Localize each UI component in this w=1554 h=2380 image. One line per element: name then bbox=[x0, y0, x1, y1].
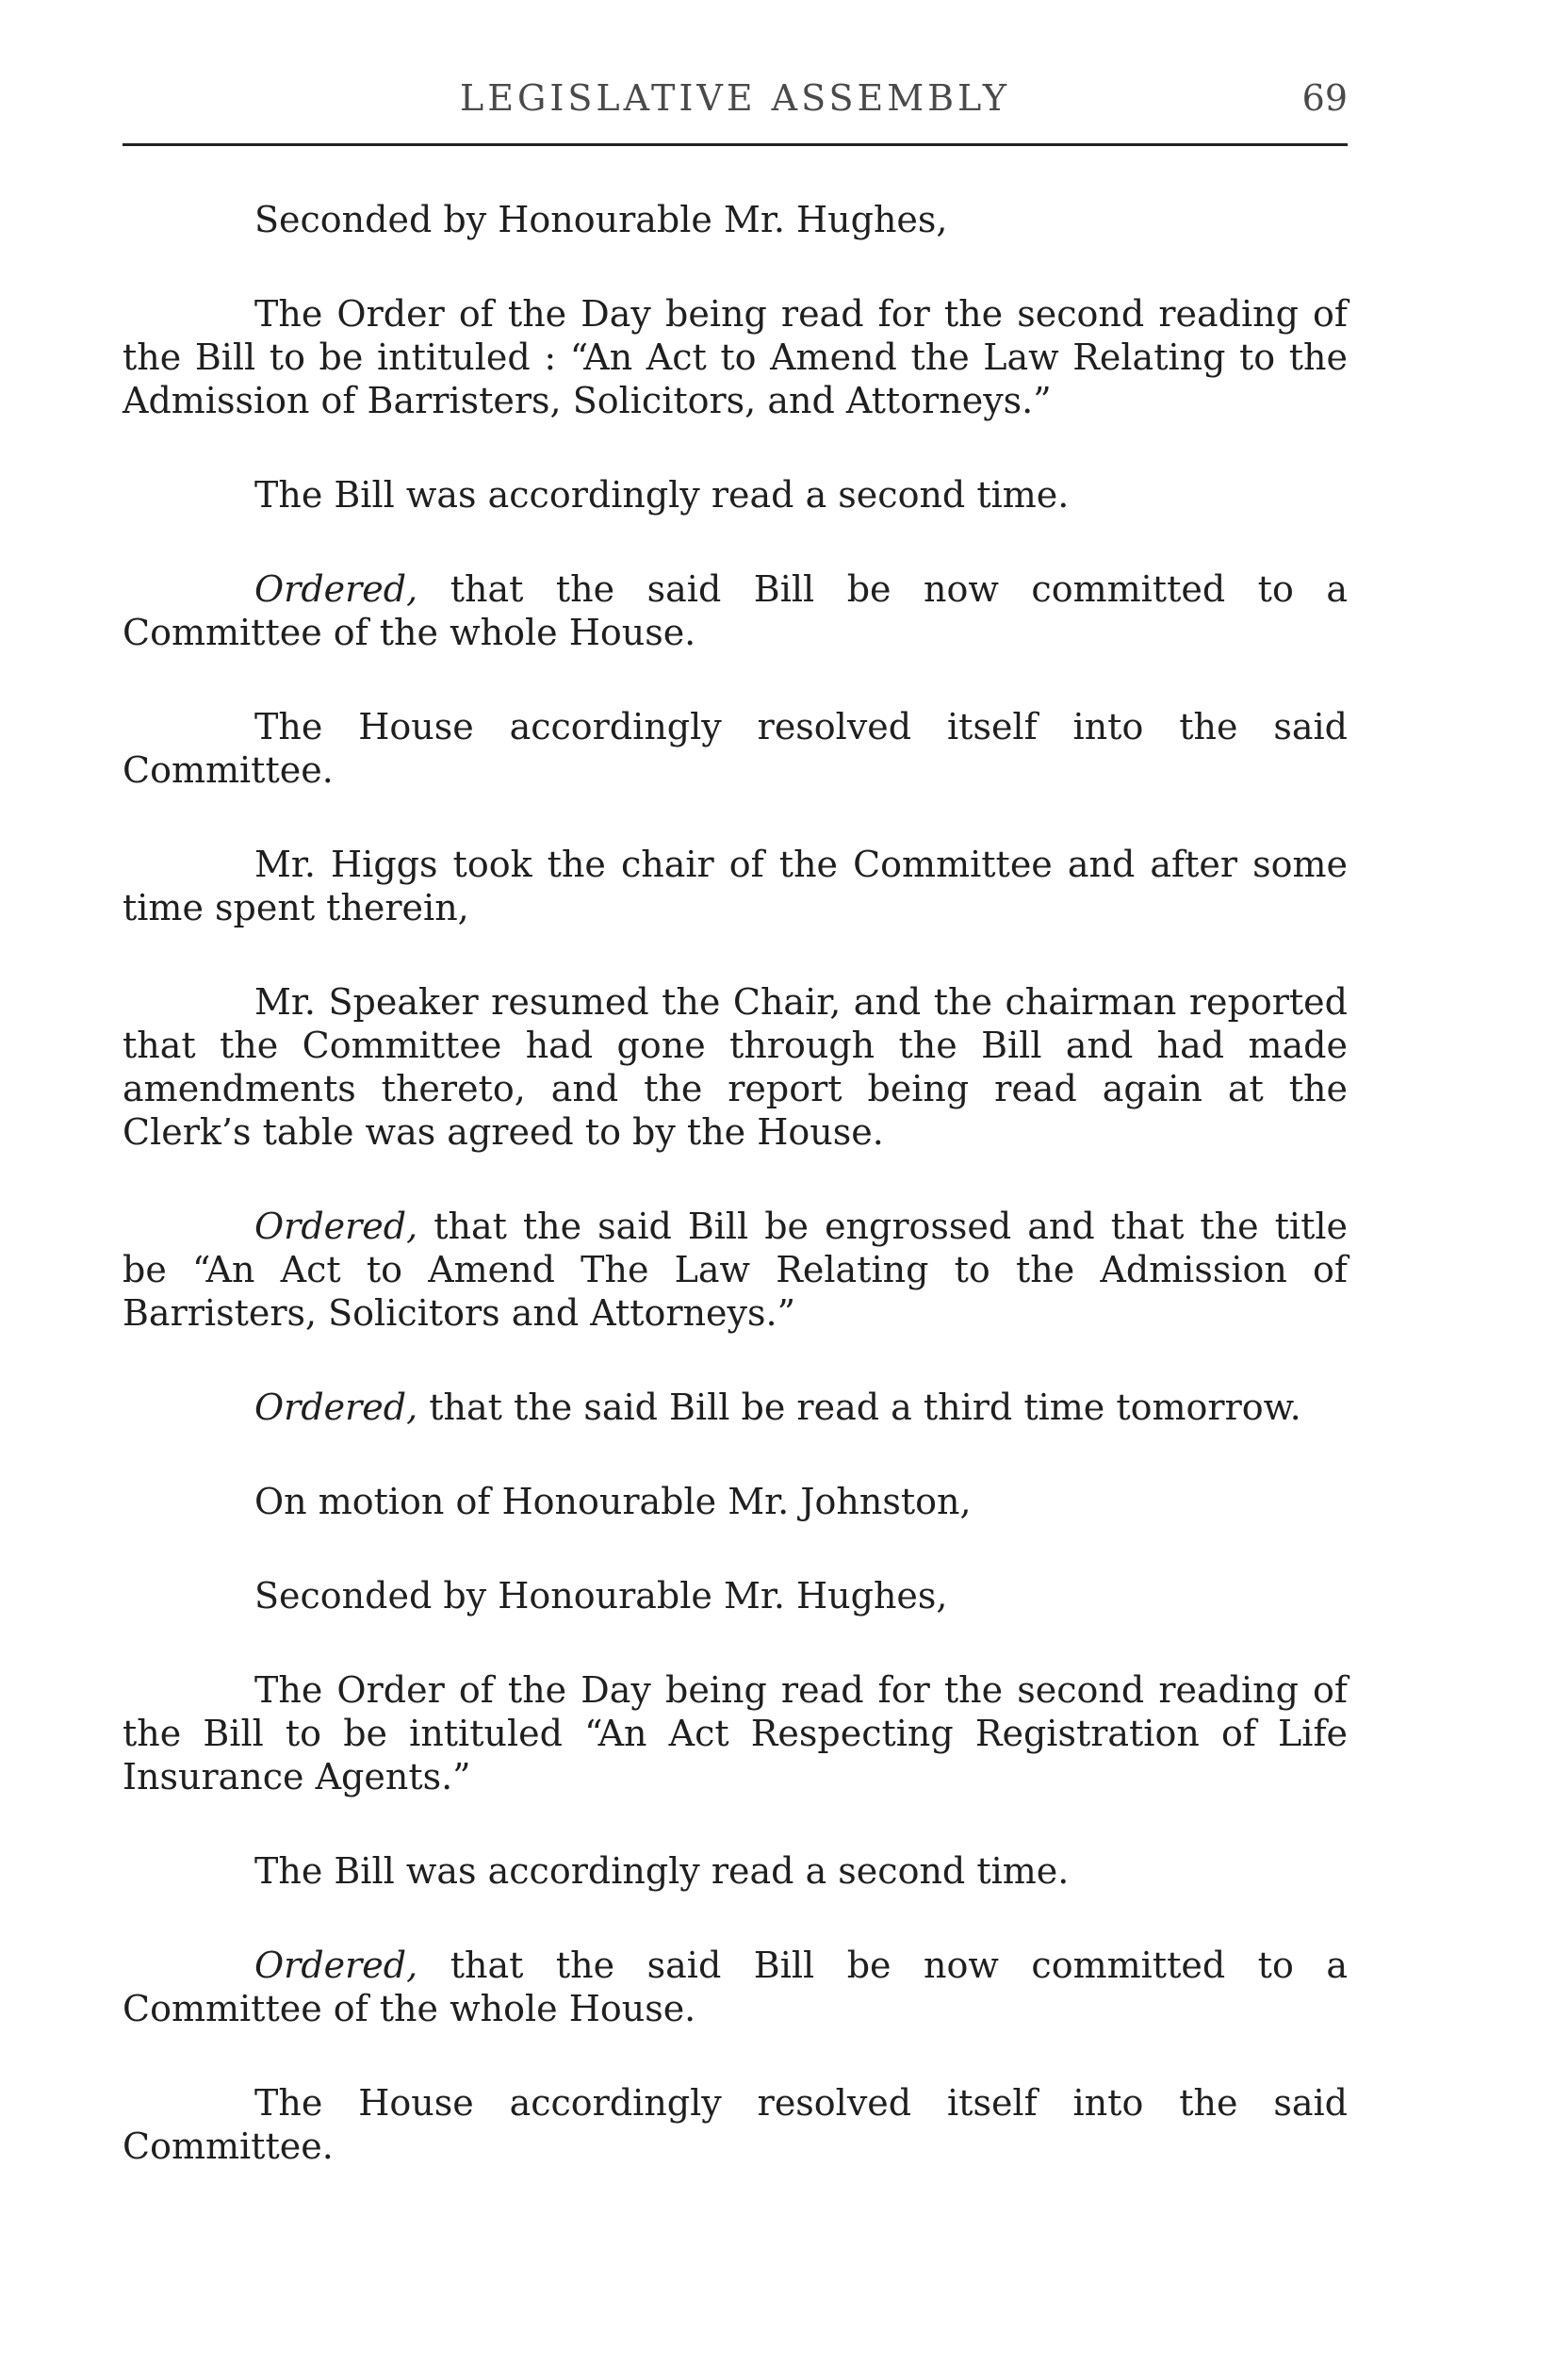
paragraph-ordered-third-reading: Ordered, that the said Bill be read a third time tomorrow. bbox=[254, 1387, 1301, 1428]
paragraph-seconded-hughes-2: Seconded by Honourable Mr. Hughes, bbox=[254, 1575, 948, 1617]
page-number: 69 bbox=[1301, 77, 1348, 119]
header-rule bbox=[123, 143, 1348, 146]
paragraph-ordered-committed-2: Ordered, that the said Bill be now committed to a Committee of the whole House. bbox=[123, 1945, 1348, 2029]
paragraph-house-resolved-2: The House accordingly resolved itself into the said Committee. bbox=[123, 2082, 1348, 2167]
paragraph-read-second-time: The Bill was accordingly read a second time. bbox=[254, 474, 1070, 516]
paragraph-house-resolved: The House accordingly resolved itself into the said Committee. bbox=[123, 706, 1348, 791]
paragraph-order-second-reading-2: The Order of the Day being read for the second reading of the Bill to be intituled “An Act Respecting Registration of Life Insurance Agents.” bbox=[123, 1669, 1348, 1797]
paragraph-higgs-chair: Mr. Higgs took the chair of the Committee and after some time spent therein, bbox=[123, 844, 1348, 928]
running-head bbox=[123, 66, 1348, 123]
running-title: LEGISLATIVE ASSEMBLY bbox=[460, 77, 1010, 119]
paragraph-seconded-hughes: Seconded by Honourable Mr. Hughes, bbox=[254, 199, 948, 240]
paragraph-speaker-resumed: Mr. Speaker resumed the Chair, and the chairman reported that the Committee had gone through the Bill and had made amendments thereto, and the report being read again at the Clerk’s table was agreed to by the House. bbox=[123, 981, 1348, 1153]
ordered-lead: Ordered, bbox=[254, 1945, 418, 1986]
paragraph-ordered-committed: Ordered, that the said Bill be now committed to a Committee of the whole House. bbox=[123, 568, 1348, 653]
ordered-lead: Ordered, bbox=[254, 1206, 418, 1247]
ordered-lead: Ordered, bbox=[254, 568, 418, 610]
paragraph-order-second-reading: The Order of the Day being read for the second reading of the Bill to be intituled : “An Act to Amend the Law Relating to the Admission of Barristers, Solicitors, and Attorneys.” bbox=[123, 293, 1348, 421]
paragraph-ordered-engrossed: Ordered, that the said Bill be engrossed and that the title be “An Act to Amend The Law Relating to the Admission of Barristers, Solicitors and Attorneys.” bbox=[123, 1206, 1348, 1334]
ordered-lead: Ordered, bbox=[254, 1387, 418, 1428]
body-text bbox=[123, 198, 1348, 2168]
paragraph-read-second-time-2: The Bill was accordingly read a second time. bbox=[254, 1850, 1070, 1892]
paragraph-motion-johnston: On motion of Honourable Mr. Johnston, bbox=[254, 1481, 972, 1522]
